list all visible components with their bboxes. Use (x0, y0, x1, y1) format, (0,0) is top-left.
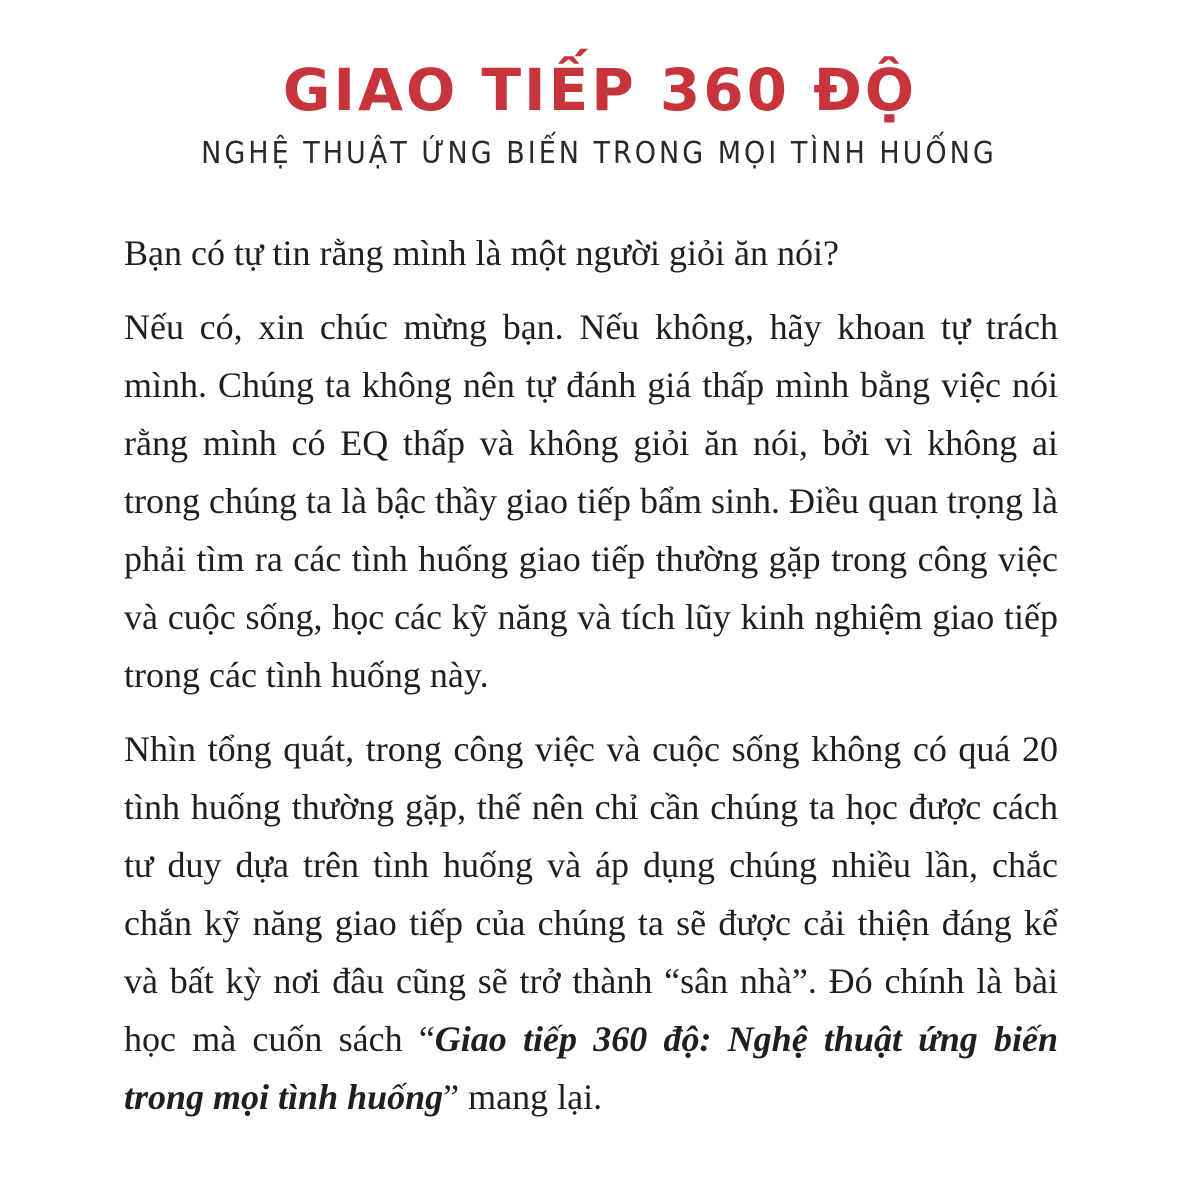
paragraph-3-end: ” mang lại. (443, 1077, 603, 1117)
page-subtitle: NGHỆ THUẬT ỨNG BIẾN TRONG MỌI TÌNH HUỐNG (201, 136, 997, 171)
book-title: Giao tiếp 360 độ: Nghệ thuật ứng biến trong mọi tình huống (124, 1019, 1058, 1117)
paragraph-2: Nếu có, xin chúc mừng bạn. Nếu không, hãy khoan tự trách mình. Chúng ta không nên tự đánh giá thấp mình bằng việc nói rằng mình có EQ thấp và không giỏi ăn nói, bởi vì không ai trong chúng ta là bậc thầy giao tiếp bẩm sinh. Điều quan trọng là phải tìm ra các tình huống giao tiếp thường gặp trong công việc và cuộc sống, học các kỹ năng và tích lũy kinh nghiệm giao tiếp trong các tình huống này. (124, 307, 1058, 695)
document-page (0, 58, 1200, 1200)
page-title: GIAO TIẾP 360 ĐỘ (282, 56, 918, 124)
paragraph-3-start: Nhìn tổng quát, trong công việc và cuộc sống không có quá 20 tình huống thường gặp, thế nên chỉ cần chúng ta học được cách tư duy dựa trên tình huống và áp dụng chúng nhiều lần, chắc chắn kỹ năng giao tiếp của chúng ta sẽ được cải thiện đáng kể và bất kỳ nơi đâu cũng sẽ trở thành “sân nhà”. Đó chính là bài học mà cuốn sách “ (124, 729, 1058, 1059)
paragraph-3 (124, 720, 1058, 1126)
paragraph-1: Bạn có tự tin rằng mình là một người giỏi ăn nói? (124, 233, 839, 273)
body-text (124, 224, 1058, 1126)
